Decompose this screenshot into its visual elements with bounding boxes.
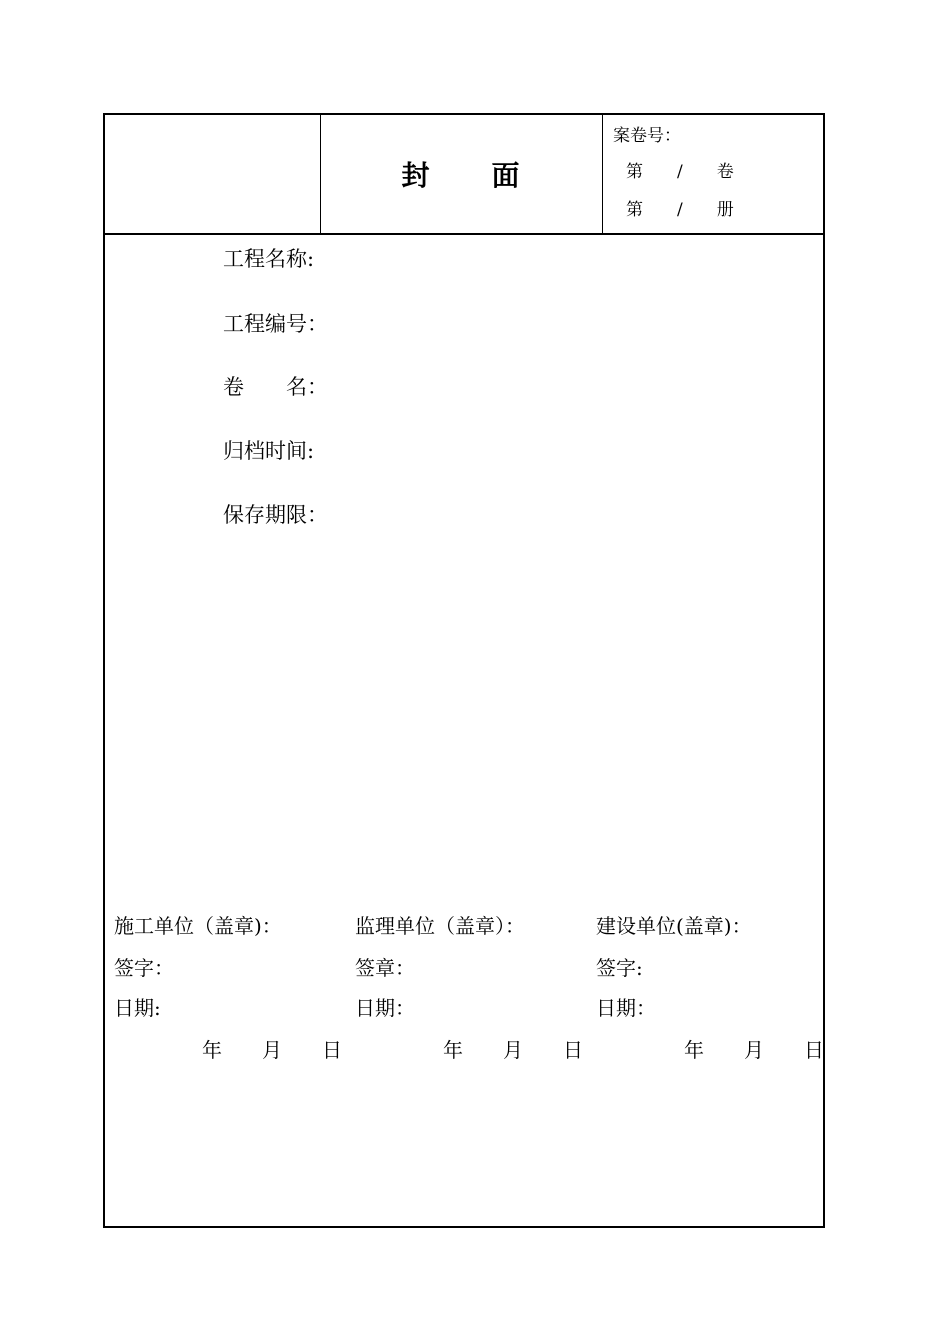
unit-label: 监理单位（盖章）： bbox=[355, 914, 525, 938]
book-line: 第 / 册 bbox=[626, 200, 734, 220]
signature-block-supervision bbox=[355, 910, 583, 1062]
signature-block-owner bbox=[596, 910, 824, 1062]
field-volume-name: 卷 名： bbox=[223, 375, 328, 399]
date-label: 日期： bbox=[596, 996, 656, 1020]
sign-label: 签字： bbox=[114, 956, 174, 980]
sign-label: 签字: bbox=[596, 956, 643, 980]
field-project-name: 工程名称: bbox=[223, 247, 315, 271]
cover-frame bbox=[103, 113, 825, 1228]
field-project-number: 工程编号： bbox=[223, 312, 328, 336]
volume-line: 第 / 卷 bbox=[626, 162, 734, 182]
date-label: 日期： bbox=[355, 996, 415, 1020]
field-retention-period: 保存期限： bbox=[223, 503, 328, 527]
date-ymd: 年 月 日 bbox=[684, 1038, 824, 1062]
date-label: 日期: bbox=[114, 996, 161, 1020]
signature-block-construction bbox=[114, 910, 342, 1062]
volume-number-box bbox=[603, 115, 823, 233]
unit-label: 建设单位(盖章)： bbox=[596, 914, 752, 938]
field-archive-date: 归档时间: bbox=[223, 439, 315, 463]
header-row bbox=[105, 115, 823, 235]
volume-number-label: 案卷号： bbox=[613, 126, 681, 146]
cover-title: 封 面 bbox=[401, 159, 522, 192]
unit-label: 施工单位（盖章)： bbox=[114, 914, 282, 938]
sign-label: 签章： bbox=[355, 956, 415, 980]
date-ymd: 年 月 日 bbox=[202, 1038, 342, 1062]
date-ymd: 年 月 日 bbox=[443, 1038, 583, 1062]
